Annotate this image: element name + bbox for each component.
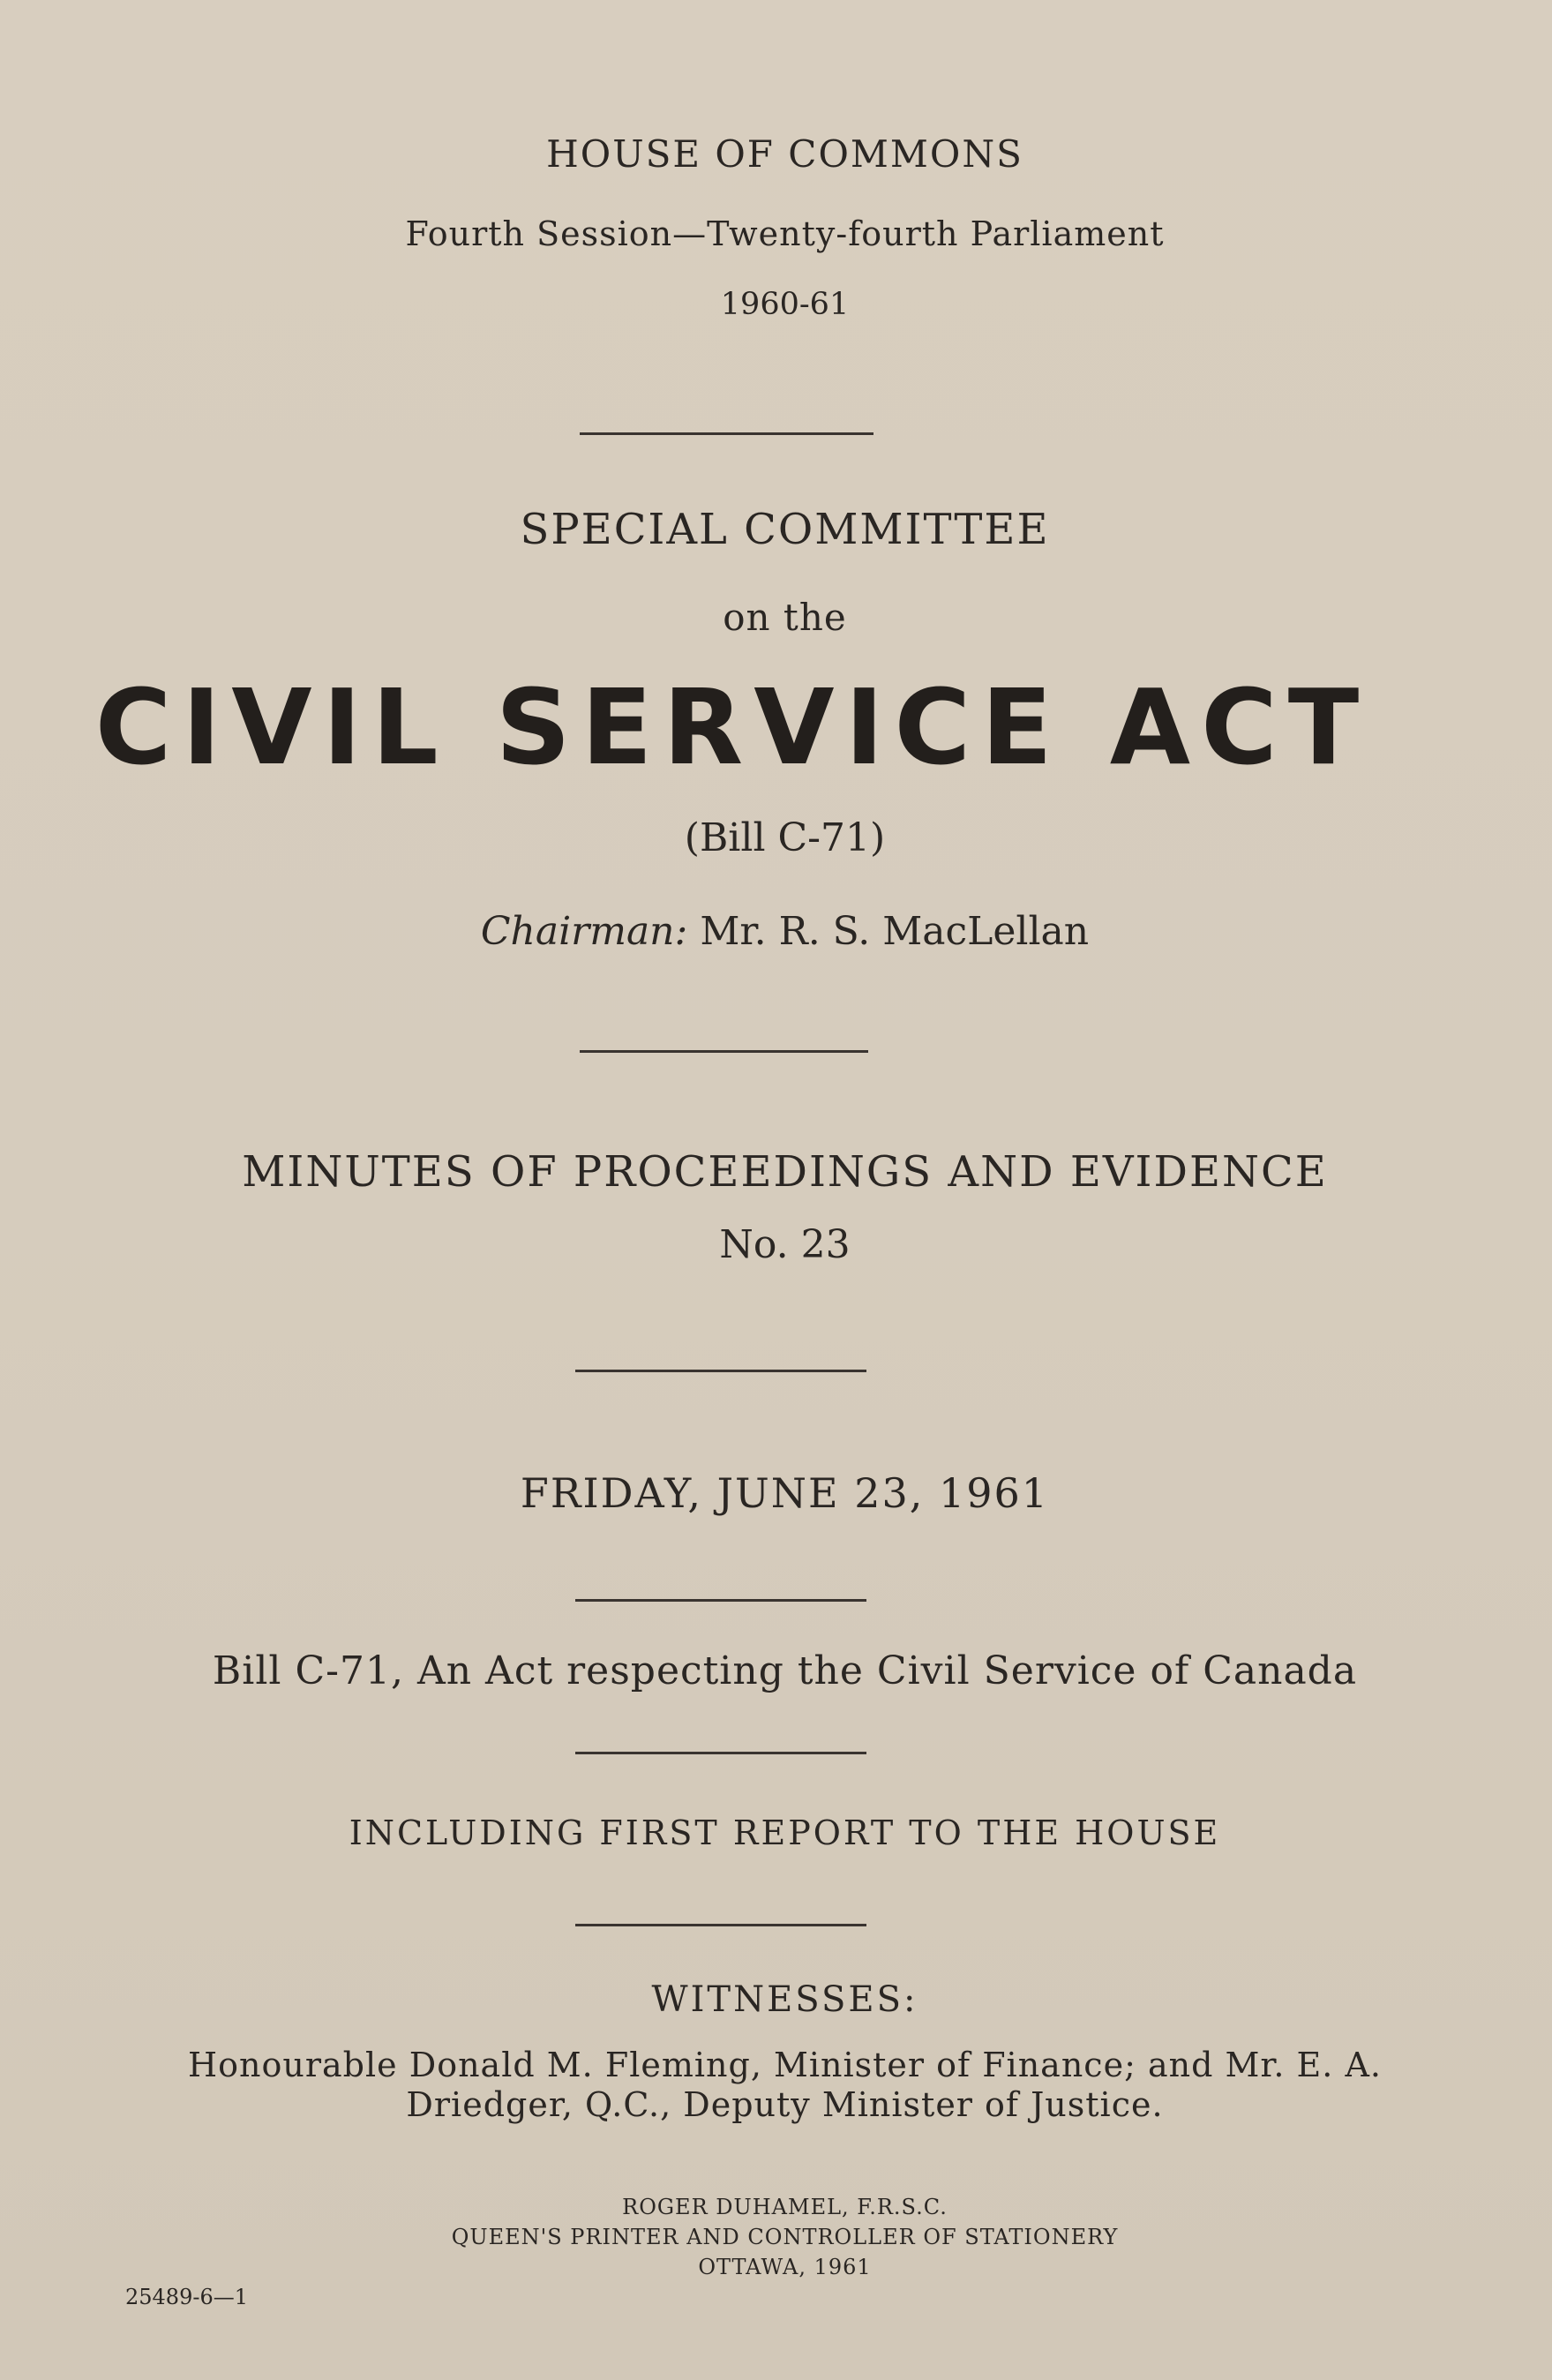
chairman-line xyxy=(9,909,1552,954)
chairman-label: Chairman: xyxy=(480,909,688,954)
divider-rule xyxy=(575,1752,866,1754)
print-code: 25489-6—1 xyxy=(125,2285,248,2309)
on-the-text: on the xyxy=(723,596,847,639)
witnesses-line: Driedger, Q.C., Deputy Minister of Justice. xyxy=(406,2085,1164,2124)
special-committee-heading: SPECIAL COMMITTEE xyxy=(520,505,1050,554)
report-note: INCLUDING FIRST REPORT TO THE HOUSE xyxy=(349,1813,1221,1852)
divider-rule xyxy=(575,1924,866,1926)
divider-rule xyxy=(575,1599,866,1602)
act-title: Bill C-71, An Act respecting the Civil Service of Canada xyxy=(212,1648,1358,1693)
chairman-name: Mr. R. S. MacLellan xyxy=(700,909,1090,954)
proceedings-number: No. 23 xyxy=(719,1222,851,1267)
printer-title: QUEEN'S PRINTER AND CONTROLLER OF STATIONERY xyxy=(451,2225,1119,2249)
printer-name: ROGER DUHAMEL, F.R.S.C. xyxy=(622,2195,948,2219)
divider-rule xyxy=(575,1370,866,1372)
committee-title: CIVIL SERVICE ACT xyxy=(94,666,1370,788)
bill-number: (Bill C-71) xyxy=(684,815,886,860)
session-line: Fourth Session—Twenty-fourth Parliament xyxy=(405,214,1165,253)
proceedings-title: MINUTES OF PROCEEDINGS AND EVIDENCE xyxy=(242,1147,1328,1197)
meeting-date: FRIDAY, JUNE 23, 1961 xyxy=(520,1469,1050,1517)
witnesses-line: Honourable Donald M. Fleming, Minister of Finance; and Mr. E. A. xyxy=(188,2046,1382,2084)
witnesses-heading: WITNESSES: xyxy=(651,1979,918,2020)
divider-rule xyxy=(580,1050,868,1053)
house-heading: HOUSE OF COMMONS xyxy=(546,132,1023,176)
session-years: 1960-61 xyxy=(720,287,850,322)
printer-place: OTTAWA, 1961 xyxy=(698,2255,872,2279)
divider-rule xyxy=(580,432,873,435)
